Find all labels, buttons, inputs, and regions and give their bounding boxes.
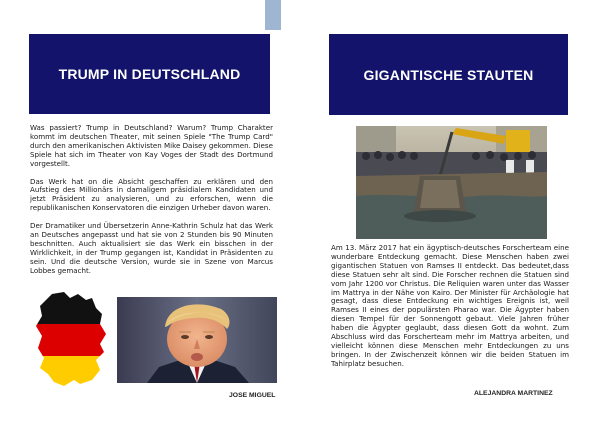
excavation-photo	[356, 126, 547, 239]
right-article-title-banner	[329, 34, 568, 115]
left-paragraph-1: Was passiert? Trump in Deutschland? Warum? Trump Charakter kommt im deutschen Theater, mit seinen Spiele "The Trump Card" durch den amerikanischen Aktivisten Mike Daisey gekommen. Diese Spiele hat sich im Theater von Kay Voges der Stadt des Dortmund vorgestellt.	[30, 123, 273, 168]
left-article-title-banner	[29, 34, 270, 114]
right-article-author: ALEJANDRA MARTINEZ	[474, 390, 553, 397]
left-paragraph-2: Das Werk hat on die Absicht geschaffen zu erklären und den Aufstieg des Millionärs in damaligem präsidialem Kandidaten und jetzt Präsident zu analysieren, und zu erforschen, wenn die republikanischen Konservatoren die einzigen Urheber davon waren.	[30, 176, 273, 213]
page-divider-tab	[265, 0, 281, 30]
right-article-title: GIGANTISCHE STAUTEN	[363, 66, 534, 83]
left-paragraph-3: Der Dramatiker und Übersetzerin Anne-Kathrin Schulz hat das Werk an Deutsches angepasst und hat sie von 2 Stunden bis 90 Minuten beschnitten. Auch aktualisiert sie das Werk ein bisschen in der Wirklichkeit, in der Trump gegangen ist, Kandidat in Präsidenten zu sein. Und die deutsche Version, wurde sie in Szene von Marcus Lobbes gemacht.	[30, 221, 273, 275]
left-article-title: TRUMP IN DEUTSCHLAND	[58, 66, 241, 82]
trump-portrait-image	[117, 297, 277, 383]
germany-flag-map-image	[30, 290, 116, 390]
right-paragraph-1: Am 13. März 2017 hat ein ägyptisch-deutsches Forscherteam eine wunderbare Entdeckung gemacht. Diese Menschen haben zwei gigantischen Statuen von Ramses II entdeckt. Das bedeutet,dass diese Statuen sehr alt sind. Die Forscher rechnen die Statuen sind vom Jahr 1200 vor Christus. Die Reliquien waren unter das Wasser im Mattrya in der Nähe von Kairo. Der Minister für Archäologie hat gesagt, dass diese Entdeckung ein wichtiges Ereignis ist, weil Ramses II eines der populärsten Pharao war. Die Ägypter haben diesen Tempel für der Sonnengott gebaut. Viele Jahren früher haben die Ägypter geglaubt, dass diesen Gott da wohnt. Zum Abschluss wird das Forscherteam mehr im Mattrya arbeiten, und vielleicht können diese Menschen mehr Entdeckungen zu uns bringen. In der Zwischenzeit können wir die beiden Statuen im Tahirplatz besuchen.	[331, 243, 569, 368]
right-article-body	[331, 244, 569, 378]
left-article-author: JOSE MIGUEL	[229, 392, 276, 399]
left-article-body	[30, 124, 273, 285]
